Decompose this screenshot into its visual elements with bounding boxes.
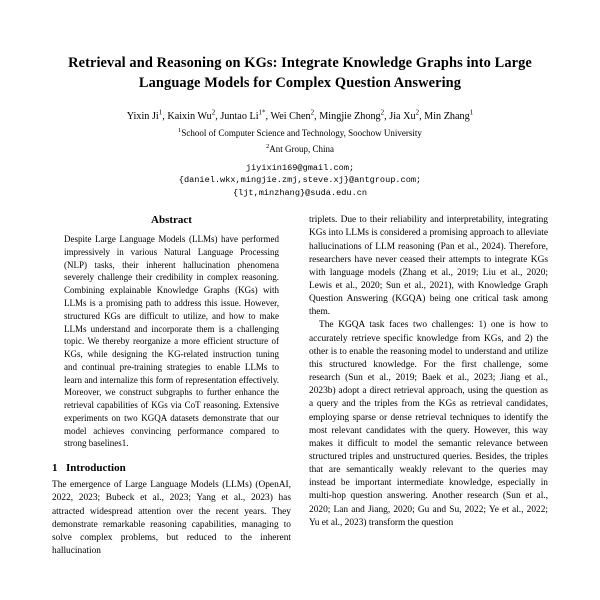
two-column-body xyxy=(52,214,548,558)
affiliation-1: $^1$School of Computer Science and Technology, Soochow University xyxy=(178,127,422,139)
author-5: , Jia Xu$^2$ xyxy=(384,108,420,123)
email-line-1: jiyixin169@gmail.com; xyxy=(245,162,355,173)
left-column xyxy=(52,214,291,558)
section-number: 1 xyxy=(52,462,58,475)
abstract-heading: Abstract xyxy=(151,214,192,227)
author-list xyxy=(52,109,548,125)
email-line-2: {daniel.wkx,mingjie.zmj,steve.xj}@antgroup.com; xyxy=(178,175,422,186)
author-2: , Juntao $Li^{1*}$ xyxy=(215,108,266,123)
author-3: , Wei Chen$^2$ xyxy=(265,108,315,123)
intro-paragraph-1: The emergence of Large Language Models (LLMs) (OpenAI, 2022, 2023; Bubeck et al., 2023; Yang et al., 2023) has attracted widespread attention over the recent years. They demonstrate remarkable reasoning capabilities, managing to solve complex problems, but reduced to the inherent hallucination xyxy=(52,480,291,556)
affiliation-2: $^2$Ant Group, China xyxy=(265,143,335,155)
right-paragraph-2: The KGQA task faces two challenges: 1) one is how to accurately retrieve specific knowledge from KGs, and 2) the other is to enable the reasoning model to understand and utilize this structured knowledge. For the first challenge, some research (Sun et al., 2019; Baek et al., 2023; Jiang et al., 2023b) adopt a direct retrieval approach, using the question as a query and the triples from the KGs as retrieval candidates, employing sparse or dense retrieval techniques to identify the most relevant candidates with the query. However, this way makes it difficult to model the semantic relevance between structured triples and unstructured queries. Besides, the triples that are semantically weakly relevant to the queries may instead be important intermediate knowledge, especially in multi-hop question answering. Another research (Sun et al., 2020; Lan and Jiang, 2020; Gu and Su, 2022; Ye et al., 2022; Yu et al., 2023) transform the question xyxy=(309,320,548,528)
section-title: Introduction xyxy=(66,462,126,475)
right-paragraph-1: triplets. Due to their reliability and interpretability, integrating KGs into LLMs is considered a promising approach to alleviate hallucinations of LLM reasoning (Pan et al., 2024). Therefore, researchers have never ceased their attempts to integrate KGs with language models (Zhang et al., 2019; Liu et al., 2020; Lewis et al., 2020; Sun et al., 2021), with Knowledge Graph Question Answering (KGQA) being one critical task among them. xyxy=(309,215,548,318)
author-0: Yixin Ji$^1$ xyxy=(126,108,163,123)
section-heading-introduction xyxy=(52,462,291,474)
author-4: , Mingjie Zhong$^2$ xyxy=(314,108,385,123)
email-block xyxy=(52,162,548,201)
author-6: , Min Zhang$^1$ xyxy=(419,108,474,123)
email-line-3: {ljt,minzhang}@suda.edu.cn xyxy=(232,188,368,199)
right-column xyxy=(309,214,548,558)
page-title: Retrieval and Reasoning on KGs: Integrate Knowledge Graphs into Large Language Models for Complex Question Answering xyxy=(68,55,532,91)
abstract-text: Despite Large Language Models (LLMs) have performed impressively in various Natural Language Processing (NLP) tasks, their inherent hallucination phenomena severely challenge their credibility in complex reasoning. Combining explainable Knowledge Graphs (KGs) with LLMs is a promising path to address this issue. However, structured KGs are difficult to utilize, and how to make LLMs understand and incorporate them is a challenging topic. We thereby reorganize a more efficient structure of KGs, while designing the KG-related instruction tuning and continual pre-training strategies to enable LLMs to learn and internalize this form of representation effectively. Moreover, we construct subgraphs to further enhance the retrieval capabilities of KGs via CoT reasoning. Extensive experiments on two KGQA datasets demonstrate that our model achieves convincing performance compared to strong baselines1. xyxy=(64,234,279,449)
author-1: , Kaixin Wu$^2$ xyxy=(162,108,216,123)
